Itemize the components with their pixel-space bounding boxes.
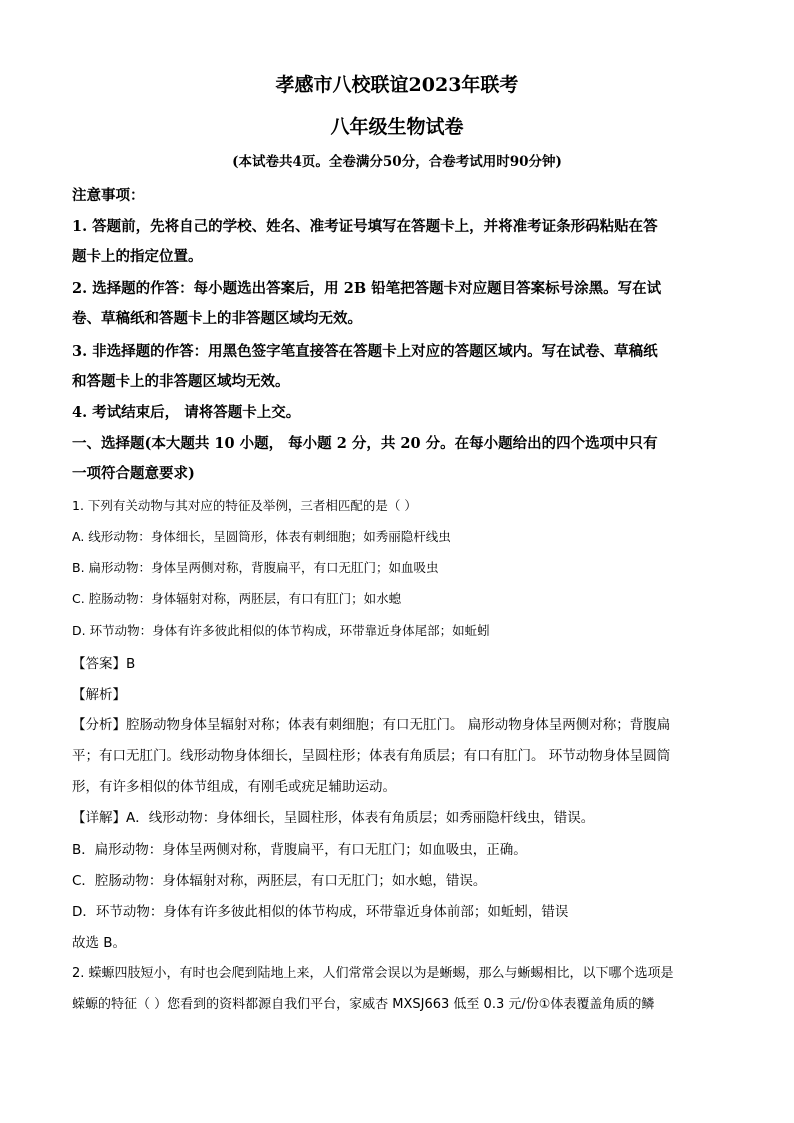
notice-line-1a: 1. 答题前，先将自己的学校、姓名、准考证号填写在答题卡上，并将准考证条形码粘贴在答 bbox=[72, 218, 658, 235]
analysis-line-1: 【分析】腔肠动物身体呈辐射对称；体表有刺细胞；有口无肛门。 扁形动物身体呈两侧对称；背腹扁 bbox=[72, 717, 671, 733]
question-1-option-b: B. 扁形动物：身体呈两侧对称，背腹扁平，有口无肛门；如血吸虫 bbox=[72, 560, 439, 575]
exam-note: (本试卷共4页。全卷满分50分，合卷考试用时90分钟) bbox=[232, 154, 562, 170]
notice-line-3a: 3. 非选择题的作答：用黑色签字笔直接答在答题卡上对应的答题区域内。写在试卷、草稿纸 bbox=[72, 343, 658, 360]
question-1-option-a: A. 线形动物：身体细长，呈圆筒形，体表有刺细胞；如秀丽隐杆线虫 bbox=[72, 529, 451, 544]
question-2-stem-2: 蝾螈的特征（ ）您看到的资料都源自我们平台，家威杏 MXSJ663 低至 0.3 元/份①体表覆盖角质的鳞 bbox=[72, 997, 655, 1012]
detail-line-b: B．扁形动物：身体呈两侧对称，背腹扁平，有口无肛门；如血吸虫，正确。 bbox=[72, 842, 527, 858]
detail-line-a: 【详解】A．线形动物：身体细长，呈圆柱形，体表有角质层；如秀丽隐杆线虫，错误。 bbox=[72, 810, 595, 826]
analysis-line-2: 平；有口无肛门。线形动物身体细长，呈圆柱形；体表有角质层；有口有肛门。 环节动物身体呈圆筒 bbox=[72, 748, 671, 764]
section-heading-b: 一项符合题意要求) bbox=[72, 465, 195, 482]
exam-subtitle: 八年级生物试卷 bbox=[330, 116, 464, 138]
exam-title: 孝感市八校联谊2023年联考 bbox=[275, 74, 519, 96]
question-2-stem-1: 2. 蝾螈四肢短小，有时也会爬到陆地上来，人们常常会误以为是蜥蜴，那么与蜥蜴相比，以下哪个选项是 bbox=[72, 966, 674, 981]
question-1-option-d: D. 环节动物：身体有许多彼此相似的体节构成，环带靠近身体尾部；如蚯蚓 bbox=[72, 623, 490, 638]
detail-line-c: C．腔肠动物：身体辐射对称，两胚层，有口无肛门；如水螅，错误。 bbox=[72, 873, 487, 889]
notice-line-1b: 题卡上的指定位置。 bbox=[72, 248, 203, 265]
conclusion-line: 故选 B。 bbox=[72, 935, 127, 951]
notice-line-4: 4. 考试结束后， 请将答题卡上交。 bbox=[72, 404, 301, 421]
analysis-line-3: 形，有许多相似的体节组成，有刚毛或疣足辅助运动。 bbox=[72, 779, 396, 795]
detail-line-d: D．环节动物：身体有许多彼此相似的体节构成，环带靠近身体前部；如蚯蚓，错误 bbox=[72, 904, 569, 920]
notice-line-3b: 和答题卡上的非答题区域均无效。 bbox=[72, 373, 290, 390]
notice-heading: 注意事项： bbox=[72, 187, 145, 204]
section-heading-a: 一、选择题(本大题共 10 小题， 每小题 2 分，共 20 分。在每小题给出的四个选项中只有 bbox=[72, 435, 658, 452]
question-1-stem: 1. 下列有关动物与其对应的特征及举例，三者相匹配的是（ ） bbox=[72, 498, 417, 513]
notice-line-2a: 2. 选择题的作答：每小题选出答案后，用 2B 铅笔把答题卡对应题目答案标号涂黑。写在试 bbox=[72, 280, 662, 297]
notice-line-2b: 卷、草稿纸和答题卡上的非答题区域均无效。 bbox=[72, 310, 362, 327]
analysis-label: 【解析】 bbox=[72, 687, 126, 703]
question-1-option-c: C. 腔肠动物：身体辐射对称，两胚层，有口有肛门；如水螅 bbox=[72, 591, 402, 606]
answer-label: 【答案】B bbox=[72, 656, 136, 672]
